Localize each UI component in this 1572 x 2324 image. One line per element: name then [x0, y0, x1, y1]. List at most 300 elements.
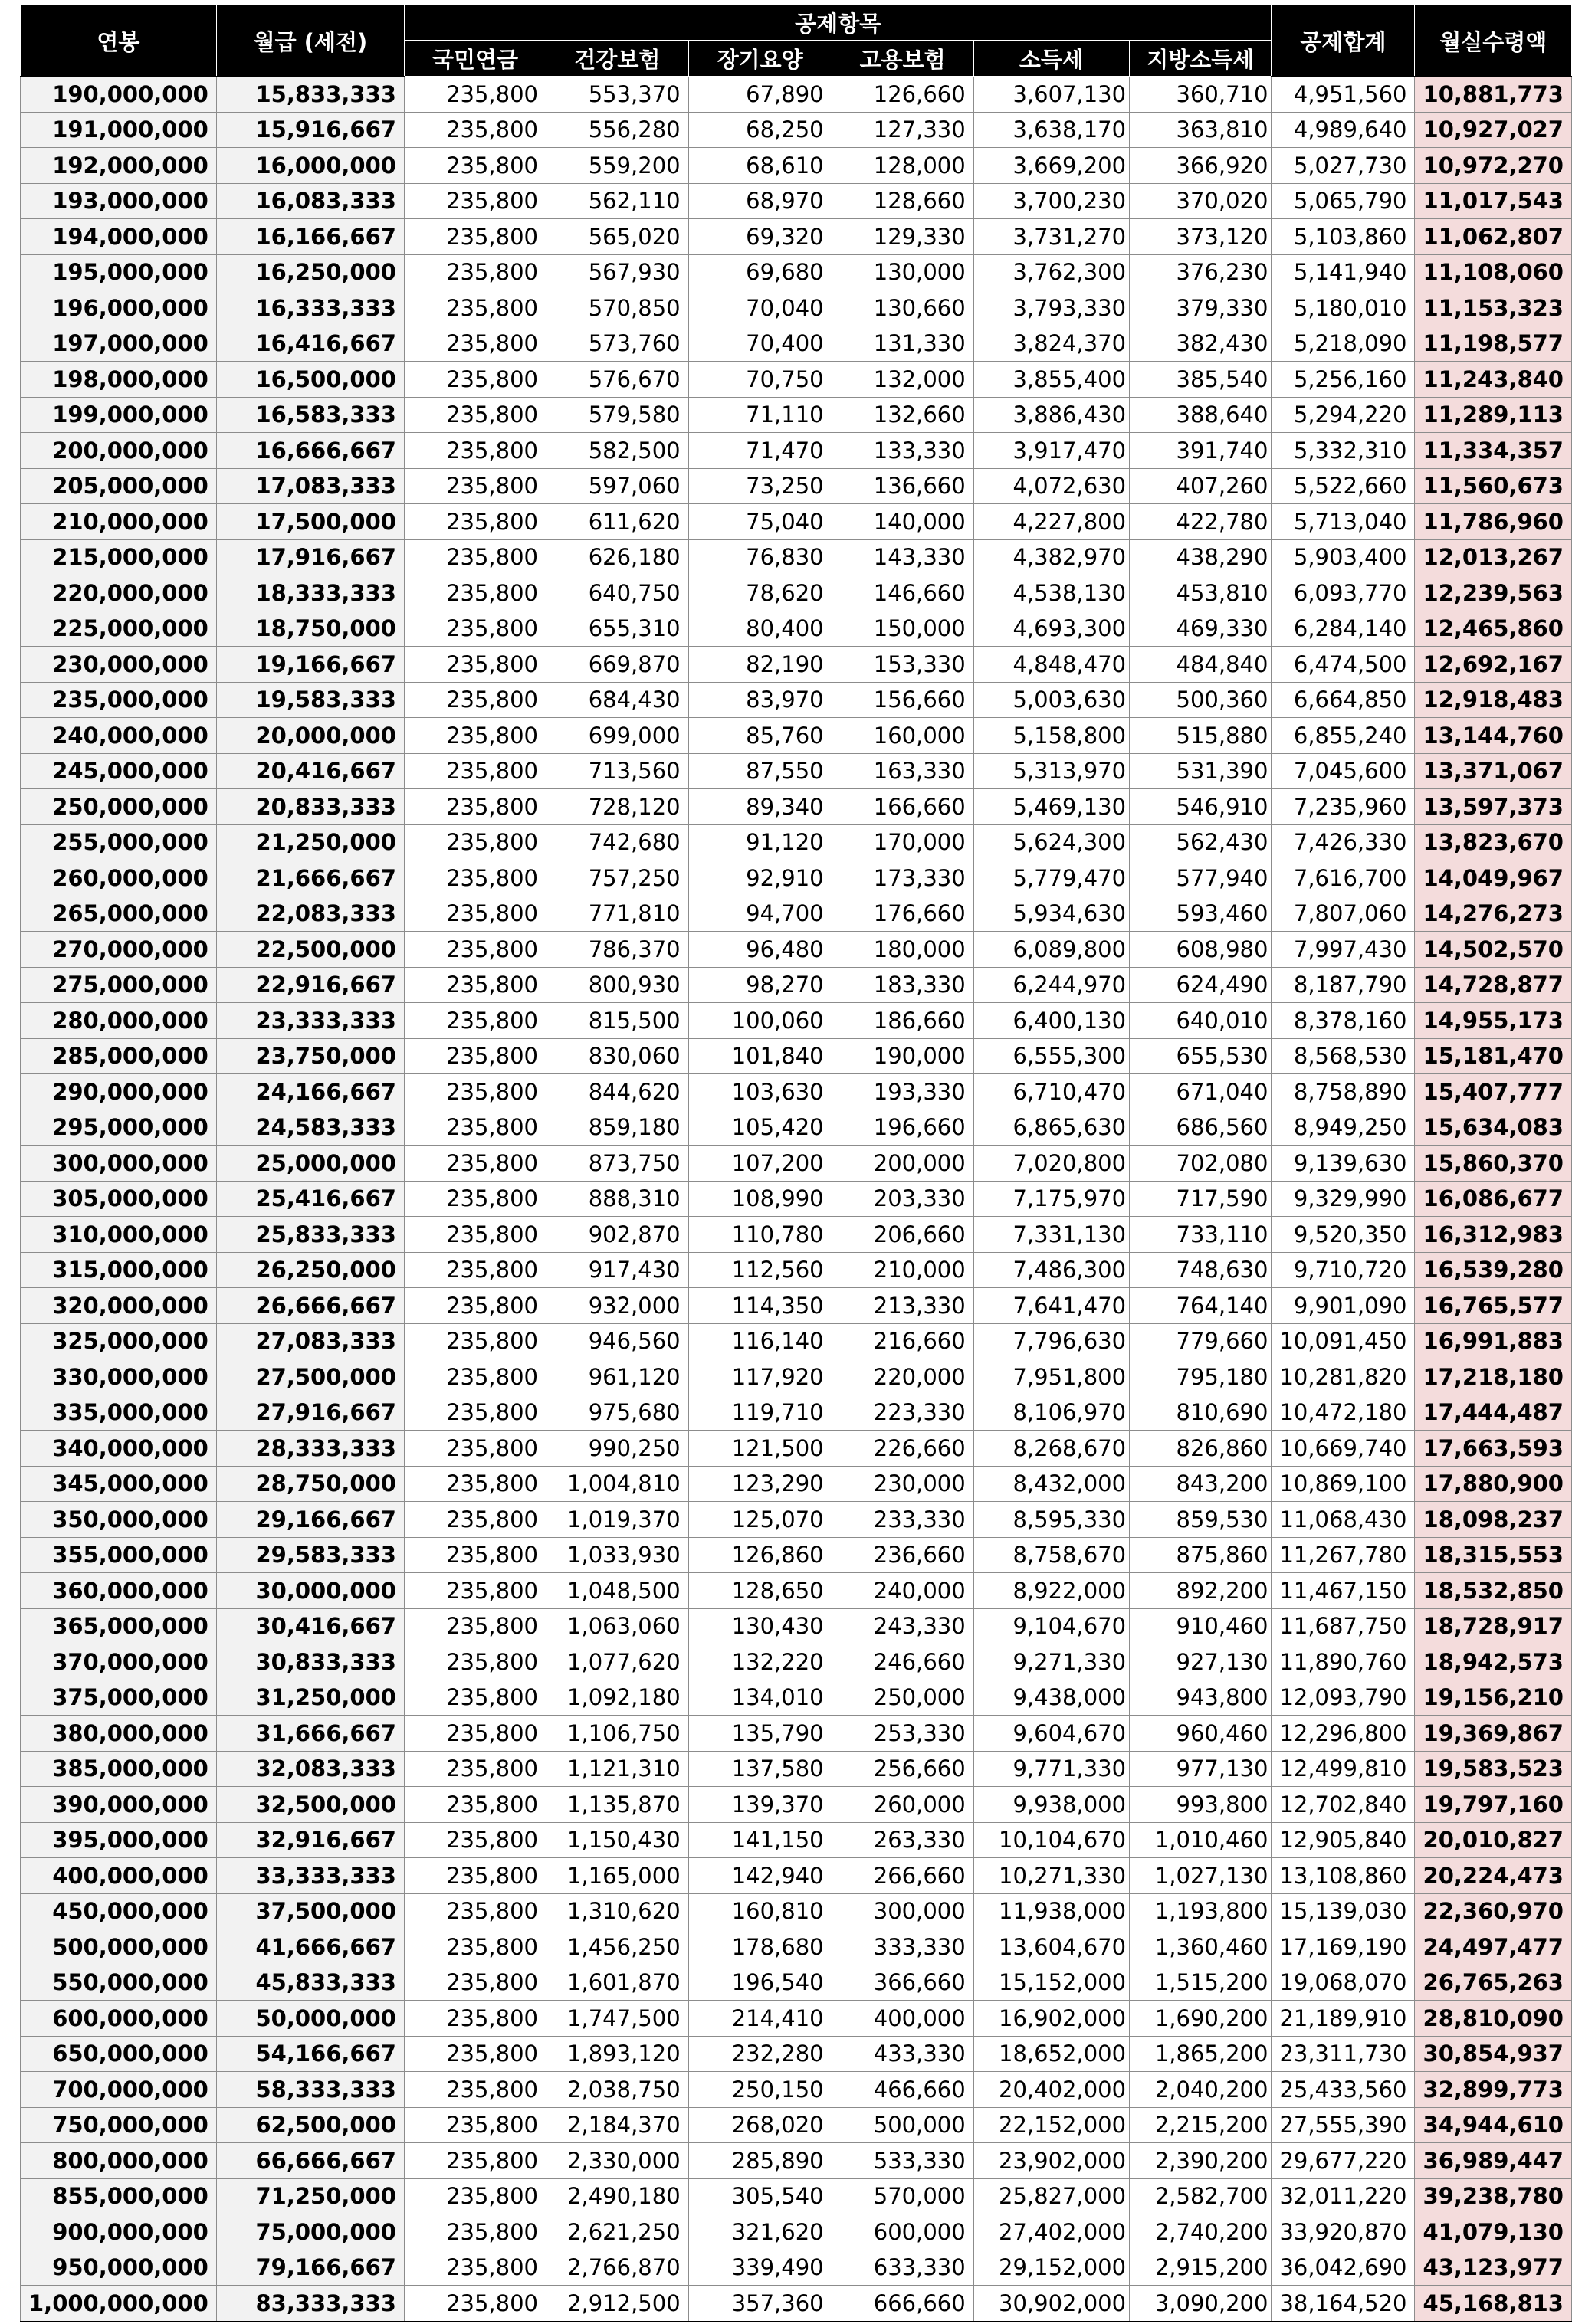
table-row [21, 1074, 1572, 1110]
income-tax-cell: 9,104,670 [973, 1608, 1129, 1644]
local-tax-cell: 843,200 [1130, 1466, 1272, 1502]
total-cell: 21,189,910 [1272, 2001, 1415, 2037]
longterm-cell: 125,070 [688, 1502, 832, 1538]
longterm-cell: 137,580 [688, 1751, 832, 1787]
longterm-cell: 67,890 [688, 77, 832, 113]
net-cell: 11,017,543 [1415, 183, 1572, 219]
annual-cell: 285,000,000 [21, 1038, 217, 1074]
local-tax-cell: 810,690 [1130, 1395, 1272, 1431]
net-cell: 28,810,090 [1415, 2001, 1572, 2037]
employment-cell: 226,660 [832, 1431, 973, 1467]
health-cell: 2,621,250 [546, 2214, 689, 2250]
net-cell: 11,289,113 [1415, 397, 1572, 433]
annual-cell: 210,000,000 [21, 504, 217, 540]
longterm-cell: 68,610 [688, 148, 832, 184]
longterm-cell: 82,190 [688, 647, 832, 683]
health-cell: 1,033,930 [546, 1537, 689, 1573]
total-cell: 17,169,190 [1272, 1929, 1415, 1965]
local-tax-cell: 2,740,200 [1130, 2214, 1272, 2250]
pension-cell: 235,800 [404, 1822, 546, 1858]
annual-cell: 350,000,000 [21, 1502, 217, 1538]
annual-cell: 650,000,000 [21, 2036, 217, 2072]
income-tax-cell: 3,607,130 [973, 77, 1129, 113]
total-cell: 4,989,640 [1272, 112, 1415, 148]
income-tax-cell: 16,902,000 [973, 2001, 1129, 2037]
annual-cell: 855,000,000 [21, 2178, 217, 2214]
net-cell: 11,062,807 [1415, 219, 1572, 255]
longterm-cell: 114,350 [688, 1288, 832, 1324]
pension-cell: 235,800 [404, 290, 546, 326]
monthly-cell: 16,083,333 [216, 183, 404, 219]
longterm-cell: 142,940 [688, 1858, 832, 1894]
monthly-cell: 32,916,667 [216, 1822, 404, 1858]
table-row [21, 468, 1572, 504]
pension-cell: 235,800 [404, 77, 546, 113]
pension-cell: 235,800 [404, 539, 546, 575]
pension-cell: 235,800 [404, 1644, 546, 1680]
income-tax-cell: 15,152,000 [973, 1965, 1129, 2001]
total-cell: 5,065,790 [1272, 183, 1415, 219]
income-tax-cell: 10,271,330 [973, 1858, 1129, 1894]
longterm-cell: 107,200 [688, 1146, 832, 1182]
annual-cell: 305,000,000 [21, 1181, 217, 1217]
local-tax-cell: 407,260 [1130, 468, 1272, 504]
employment-cell: 130,660 [832, 290, 973, 326]
health-cell: 1,092,180 [546, 1680, 689, 1716]
annual-cell: 340,000,000 [21, 1431, 217, 1467]
monthly-cell: 16,250,000 [216, 254, 404, 290]
employment-cell: 130,000 [832, 254, 973, 290]
net-cell: 41,079,130 [1415, 2214, 1572, 2250]
local-tax-cell: 577,940 [1130, 860, 1272, 896]
table-row [21, 504, 1572, 540]
longterm-cell: 96,480 [688, 932, 832, 968]
net-cell: 43,123,977 [1415, 2250, 1572, 2286]
monthly-cell: 20,416,667 [216, 753, 404, 789]
table-row [21, 77, 1572, 113]
health-cell: 556,280 [546, 112, 689, 148]
pension-cell: 235,800 [404, 1074, 546, 1110]
annual-cell: 335,000,000 [21, 1395, 217, 1431]
pension-cell: 235,800 [404, 647, 546, 683]
longterm-cell: 89,340 [688, 789, 832, 825]
net-cell: 13,597,373 [1415, 789, 1572, 825]
net-cell: 24,497,477 [1415, 1929, 1572, 1965]
net-cell: 11,153,323 [1415, 290, 1572, 326]
total-cell: 6,284,140 [1272, 611, 1415, 647]
local-tax-cell: 388,640 [1130, 397, 1272, 433]
table-row [21, 1252, 1572, 1288]
income-tax-cell: 6,865,630 [973, 1110, 1129, 1146]
table-row [21, 433, 1572, 469]
health-cell: 859,180 [546, 1110, 689, 1146]
pension-cell: 235,800 [404, 1431, 546, 1467]
employment-cell: 176,660 [832, 896, 973, 932]
total-cell: 8,187,790 [1272, 967, 1415, 1003]
pension-cell: 235,800 [404, 1359, 546, 1395]
total-cell: 6,474,500 [1272, 647, 1415, 683]
total-cell: 5,180,010 [1272, 290, 1415, 326]
annual-cell: 550,000,000 [21, 1965, 217, 2001]
pension-cell: 235,800 [404, 2286, 546, 2322]
table-body [21, 77, 1572, 2322]
table-row [21, 1395, 1572, 1431]
net-cell: 12,239,563 [1415, 575, 1572, 611]
employment-cell: 466,660 [832, 2072, 973, 2108]
table-row [21, 2036, 1572, 2072]
health-cell: 1,135,870 [546, 1787, 689, 1823]
health-cell: 2,766,870 [546, 2250, 689, 2286]
employment-cell: 300,000 [832, 1893, 973, 1929]
health-cell: 830,060 [546, 1038, 689, 1074]
table-row [21, 1502, 1572, 1538]
pension-cell: 235,800 [404, 860, 546, 896]
longterm-cell: 357,360 [688, 2286, 832, 2322]
total-cell: 38,164,520 [1272, 2286, 1415, 2322]
income-tax-cell: 7,020,800 [973, 1146, 1129, 1182]
health-cell: 815,500 [546, 1003, 689, 1039]
employment-cell: 156,660 [832, 682, 973, 718]
monthly-cell: 45,833,333 [216, 1965, 404, 2001]
income-tax-cell: 5,624,300 [973, 824, 1129, 860]
total-cell: 8,758,890 [1272, 1074, 1415, 1110]
annual-cell: 345,000,000 [21, 1466, 217, 1502]
table-row [21, 1323, 1572, 1359]
employment-cell: 570,000 [832, 2178, 973, 2214]
total-cell: 7,616,700 [1272, 860, 1415, 896]
pension-cell: 235,800 [404, 2178, 546, 2214]
longterm-cell: 339,490 [688, 2250, 832, 2286]
header-local-tax: 지방소득세 [1130, 41, 1272, 77]
total-cell: 36,042,690 [1272, 2250, 1415, 2286]
employment-cell: 173,330 [832, 860, 973, 896]
total-cell: 6,855,240 [1272, 718, 1415, 754]
health-cell: 565,020 [546, 219, 689, 255]
table-row [21, 967, 1572, 1003]
total-cell: 5,218,090 [1272, 326, 1415, 362]
longterm-cell: 69,680 [688, 254, 832, 290]
longterm-cell: 123,290 [688, 1466, 832, 1502]
total-cell: 29,677,220 [1272, 2143, 1415, 2179]
longterm-cell: 134,010 [688, 1680, 832, 1716]
health-cell: 2,330,000 [546, 2143, 689, 2179]
monthly-cell: 18,750,000 [216, 611, 404, 647]
pension-cell: 235,800 [404, 183, 546, 219]
annual-cell: 330,000,000 [21, 1359, 217, 1395]
income-tax-cell: 7,641,470 [973, 1288, 1129, 1324]
monthly-cell: 15,833,333 [216, 77, 404, 113]
health-cell: 655,310 [546, 611, 689, 647]
net-cell: 11,560,673 [1415, 468, 1572, 504]
net-cell: 39,238,780 [1415, 2178, 1572, 2214]
net-cell: 10,881,773 [1415, 77, 1572, 113]
table-row [21, 1359, 1572, 1395]
annual-cell: 1,000,000,000 [21, 2286, 217, 2322]
total-cell: 12,093,790 [1272, 1680, 1415, 1716]
health-cell: 844,620 [546, 1074, 689, 1110]
net-cell: 17,218,180 [1415, 1359, 1572, 1395]
income-tax-cell: 8,595,330 [973, 1502, 1129, 1538]
employment-cell: 190,000 [832, 1038, 973, 1074]
pension-cell: 235,800 [404, 2250, 546, 2286]
monthly-cell: 17,916,667 [216, 539, 404, 575]
total-cell: 5,103,860 [1272, 219, 1415, 255]
employment-cell: 213,330 [832, 1288, 973, 1324]
monthly-cell: 22,083,333 [216, 896, 404, 932]
pension-cell: 235,800 [404, 397, 546, 433]
monthly-cell: 22,500,000 [216, 932, 404, 968]
monthly-cell: 24,166,667 [216, 1074, 404, 1110]
pension-cell: 235,800 [404, 1787, 546, 1823]
pension-cell: 235,800 [404, 504, 546, 540]
longterm-cell: 232,280 [688, 2036, 832, 2072]
pension-cell: 235,800 [404, 254, 546, 290]
health-cell: 990,250 [546, 1431, 689, 1467]
longterm-cell: 250,150 [688, 2072, 832, 2108]
health-cell: 2,184,370 [546, 2107, 689, 2143]
local-tax-cell: 702,080 [1130, 1146, 1272, 1182]
annual-cell: 320,000,000 [21, 1288, 217, 1324]
longterm-cell: 117,920 [688, 1359, 832, 1395]
net-cell: 14,049,967 [1415, 860, 1572, 896]
income-tax-cell: 20,402,000 [973, 2072, 1129, 2108]
income-tax-cell: 8,268,670 [973, 1431, 1129, 1467]
total-cell: 4,951,560 [1272, 77, 1415, 113]
annual-cell: 255,000,000 [21, 824, 217, 860]
local-tax-cell: 360,710 [1130, 77, 1272, 113]
health-cell: 576,670 [546, 362, 689, 398]
longterm-cell: 91,120 [688, 824, 832, 860]
total-cell: 5,332,310 [1272, 433, 1415, 469]
health-cell: 1,310,620 [546, 1893, 689, 1929]
table-row [21, 397, 1572, 433]
table-row [21, 1466, 1572, 1502]
health-cell: 626,180 [546, 539, 689, 575]
annual-cell: 275,000,000 [21, 967, 217, 1003]
monthly-cell: 16,416,667 [216, 326, 404, 362]
table-row [21, 1431, 1572, 1467]
monthly-cell: 32,500,000 [216, 1787, 404, 1823]
pension-cell: 235,800 [404, 967, 546, 1003]
table-row [21, 789, 1572, 825]
annual-cell: 365,000,000 [21, 1608, 217, 1644]
net-cell: 19,156,210 [1415, 1680, 1572, 1716]
pension-cell: 235,800 [404, 824, 546, 860]
local-tax-cell: 453,810 [1130, 575, 1272, 611]
table-row [21, 183, 1572, 219]
table-row [21, 682, 1572, 718]
total-cell: 10,472,180 [1272, 1395, 1415, 1431]
salary-table [20, 5, 1572, 2322]
table-row [21, 539, 1572, 575]
net-cell: 11,786,960 [1415, 504, 1572, 540]
health-cell: 1,601,870 [546, 1965, 689, 2001]
income-tax-cell: 3,669,200 [973, 148, 1129, 184]
table-row [21, 2072, 1572, 2108]
table-row [21, 1751, 1572, 1787]
monthly-cell: 17,500,000 [216, 504, 404, 540]
pension-cell: 235,800 [404, 1608, 546, 1644]
employment-cell: 128,000 [832, 148, 973, 184]
header-longterm: 장기요양 [688, 41, 832, 77]
employment-cell: 233,330 [832, 1502, 973, 1538]
local-tax-cell: 779,660 [1130, 1323, 1272, 1359]
local-tax-cell: 593,460 [1130, 896, 1272, 932]
total-cell: 25,433,560 [1272, 2072, 1415, 2108]
total-cell: 7,426,330 [1272, 824, 1415, 860]
pension-cell: 235,800 [404, 1965, 546, 2001]
table-row [21, 1716, 1572, 1752]
header-total: 공제합계 [1272, 5, 1415, 77]
employment-cell: 216,660 [832, 1323, 973, 1359]
health-cell: 559,200 [546, 148, 689, 184]
health-cell: 562,110 [546, 183, 689, 219]
income-tax-cell: 4,538,130 [973, 575, 1129, 611]
total-cell: 11,068,430 [1272, 1502, 1415, 1538]
pension-cell: 235,800 [404, 1146, 546, 1182]
table-row [21, 2250, 1572, 2286]
monthly-cell: 16,000,000 [216, 148, 404, 184]
total-cell: 11,890,760 [1272, 1644, 1415, 1680]
total-cell: 11,267,780 [1272, 1537, 1415, 1573]
employment-cell: 220,000 [832, 1359, 973, 1395]
net-cell: 15,181,470 [1415, 1038, 1572, 1074]
table-row [21, 896, 1572, 932]
income-tax-cell: 6,710,470 [973, 1074, 1129, 1110]
annual-cell: 240,000,000 [21, 718, 217, 754]
net-cell: 12,465,860 [1415, 611, 1572, 647]
pension-cell: 235,800 [404, 468, 546, 504]
pension-cell: 235,800 [404, 1466, 546, 1502]
longterm-cell: 76,830 [688, 539, 832, 575]
net-cell: 19,583,523 [1415, 1751, 1572, 1787]
table-row [21, 112, 1572, 148]
annual-cell: 191,000,000 [21, 112, 217, 148]
health-cell: 570,850 [546, 290, 689, 326]
table-row [21, 1822, 1572, 1858]
monthly-cell: 41,666,667 [216, 1929, 404, 1965]
pension-cell: 235,800 [404, 2001, 546, 2037]
local-tax-cell: 2,915,200 [1130, 2250, 1272, 2286]
monthly-cell: 30,000,000 [216, 1573, 404, 1609]
employment-cell: 127,330 [832, 112, 973, 148]
local-tax-cell: 1,865,200 [1130, 2036, 1272, 2072]
total-cell: 5,141,940 [1272, 254, 1415, 290]
pension-cell: 235,800 [404, 1929, 546, 1965]
monthly-cell: 17,083,333 [216, 468, 404, 504]
employment-cell: 143,330 [832, 539, 973, 575]
income-tax-cell: 9,271,330 [973, 1644, 1129, 1680]
pension-cell: 235,800 [404, 1537, 546, 1573]
employment-cell: 236,660 [832, 1537, 973, 1573]
pension-cell: 235,800 [404, 753, 546, 789]
total-cell: 32,011,220 [1272, 2178, 1415, 2214]
annual-cell: 385,000,000 [21, 1751, 217, 1787]
longterm-cell: 70,400 [688, 326, 832, 362]
employment-cell: 140,000 [832, 504, 973, 540]
health-cell: 579,580 [546, 397, 689, 433]
income-tax-cell: 29,152,000 [973, 2250, 1129, 2286]
health-cell: 553,370 [546, 77, 689, 113]
health-cell: 1,019,370 [546, 1502, 689, 1538]
local-tax-cell: 795,180 [1130, 1359, 1272, 1395]
local-tax-cell: 366,920 [1130, 148, 1272, 184]
annual-cell: 193,000,000 [21, 183, 217, 219]
table-row [21, 1110, 1572, 1146]
longterm-cell: 214,410 [688, 2001, 832, 2037]
total-cell: 11,687,750 [1272, 1608, 1415, 1644]
net-cell: 15,407,777 [1415, 1074, 1572, 1110]
local-tax-cell: 1,027,130 [1130, 1858, 1272, 1894]
longterm-cell: 70,040 [688, 290, 832, 326]
monthly-cell: 25,000,000 [216, 1146, 404, 1182]
net-cell: 14,955,173 [1415, 1003, 1572, 1039]
monthly-cell: 33,333,333 [216, 1858, 404, 1894]
income-tax-cell: 22,152,000 [973, 2107, 1129, 2143]
income-tax-cell: 3,731,270 [973, 219, 1129, 255]
monthly-cell: 18,333,333 [216, 575, 404, 611]
longterm-cell: 119,710 [688, 1395, 832, 1431]
table-header [21, 5, 1572, 77]
annual-cell: 250,000,000 [21, 789, 217, 825]
table-row [21, 753, 1572, 789]
pension-cell: 235,800 [404, 1003, 546, 1039]
pension-cell: 235,800 [404, 1395, 546, 1431]
income-tax-cell: 9,771,330 [973, 1751, 1129, 1787]
income-tax-cell: 8,106,970 [973, 1395, 1129, 1431]
employment-cell: 129,330 [832, 219, 973, 255]
annual-cell: 230,000,000 [21, 647, 217, 683]
health-cell: 611,620 [546, 504, 689, 540]
health-cell: 902,870 [546, 1217, 689, 1253]
income-tax-cell: 4,693,300 [973, 611, 1129, 647]
pension-cell: 235,800 [404, 575, 546, 611]
health-cell: 2,038,750 [546, 2072, 689, 2108]
local-tax-cell: 373,120 [1130, 219, 1272, 255]
annual-cell: 395,000,000 [21, 1822, 217, 1858]
annual-cell: 390,000,000 [21, 1787, 217, 1823]
longterm-cell: 75,040 [688, 504, 832, 540]
pension-cell: 235,800 [404, 2036, 546, 2072]
total-cell: 10,669,740 [1272, 1431, 1415, 1467]
local-tax-cell: 927,130 [1130, 1644, 1272, 1680]
header-employment: 고용보험 [832, 41, 973, 77]
local-tax-cell: 422,780 [1130, 504, 1272, 540]
health-cell: 961,120 [546, 1359, 689, 1395]
header-health: 건강보험 [546, 41, 689, 77]
health-cell: 917,430 [546, 1252, 689, 1288]
net-cell: 17,663,593 [1415, 1431, 1572, 1467]
table-row [21, 1644, 1572, 1680]
annual-cell: 265,000,000 [21, 896, 217, 932]
monthly-cell: 24,583,333 [216, 1110, 404, 1146]
total-cell: 10,281,820 [1272, 1359, 1415, 1395]
employment-cell: 196,660 [832, 1110, 973, 1146]
net-cell: 19,369,867 [1415, 1716, 1572, 1752]
local-tax-cell: 993,800 [1130, 1787, 1272, 1823]
income-tax-cell: 8,432,000 [973, 1466, 1129, 1502]
net-cell: 13,144,760 [1415, 718, 1572, 754]
net-cell: 16,991,883 [1415, 1323, 1572, 1359]
total-cell: 6,093,770 [1272, 575, 1415, 611]
income-tax-cell: 9,604,670 [973, 1716, 1129, 1752]
monthly-cell: 31,250,000 [216, 1680, 404, 1716]
monthly-cell: 21,250,000 [216, 824, 404, 860]
local-tax-cell: 748,630 [1130, 1252, 1272, 1288]
net-cell: 32,899,773 [1415, 2072, 1572, 2108]
net-cell: 18,728,917 [1415, 1608, 1572, 1644]
header-annual: 연봉 [21, 5, 217, 77]
